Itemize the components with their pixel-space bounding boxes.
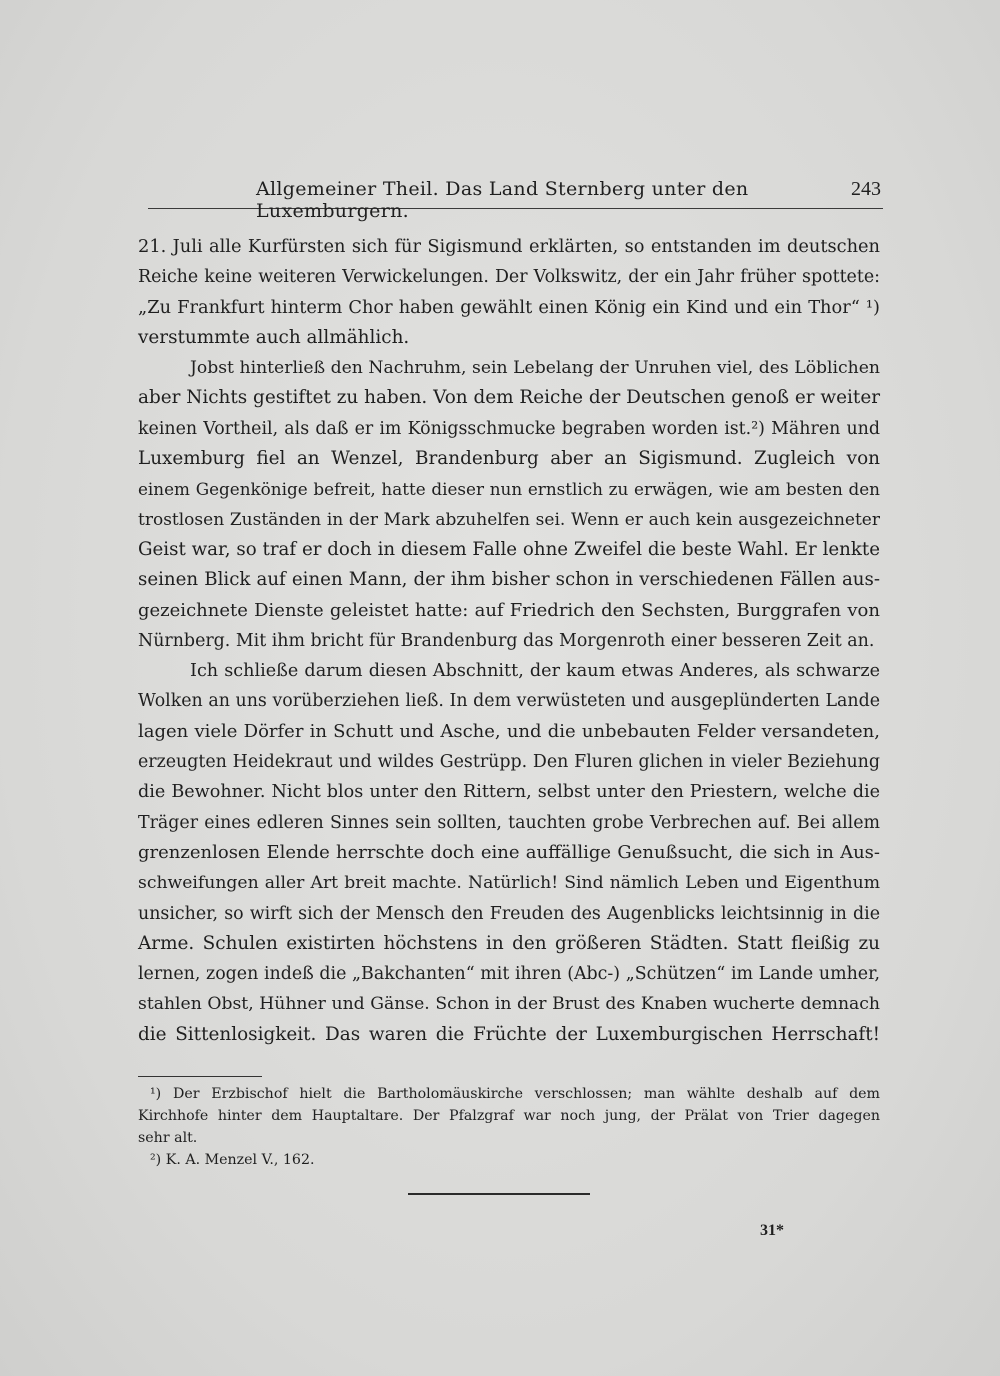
page-number: 243 <box>851 178 881 200</box>
text-line: unsicher, so wirft sich der Mensch den Freuden des Augenblicks leichtsinnig in die <box>138 903 880 924</box>
text-line: Luxemburg fiel an Wenzel, Brandenburg aber an Sigismund. Zugleich von <box>138 448 880 470</box>
text-line: schweifungen aller Art breit machte. Natürlich! Sind nämlich Leben und Eigenthum <box>138 873 880 894</box>
text-line: lernen, zogen indeß die „Bakchanten“ mit ihren (Abc-) „Schützen“ im Lande umher, <box>138 964 880 985</box>
footnote-line: Kirchhofe hinter dem Hauptaltare. Der Pfalzgraf war noch jung, der Prälat von Trier dagegen <box>138 1108 880 1124</box>
text-line: Träger eines edleren Sinnes sein sollten, tauchten grobe Verbrechen auf. Bei allem <box>138 812 880 833</box>
text-line: gezeichnete Dienste geleistet hatte: auf Friedrich den Sechsten, Burggrafen von <box>138 599 880 621</box>
text-line: stahlen Obst, Hühner und Gänse. Schon in der Brust des Knaben wucherte demnach <box>138 994 880 1015</box>
footnote-line: ²) K. A. Menzel V., 162. <box>150 1152 315 1168</box>
text-line: keinen Vortheil, als daß er im Königsschmucke begraben worden ist.²) Mähren und <box>138 418 880 439</box>
footnote-line: sehr alt. <box>138 1130 198 1146</box>
body-text <box>138 232 880 1050</box>
signature-mark: 31* <box>760 1222 784 1239</box>
text-line: 21. Juli alle Kurfürsten sich für Sigismund erklärten, so entstanden im deutschen <box>138 236 880 257</box>
text-line: Wolken an uns vorüberziehen ließ. In dem verwüsteten und ausgeplünderten Lande <box>138 691 880 712</box>
text-line: seinen Blick auf einen Mann, der ihm bisher schon in verschiedenen Fällen aus- <box>138 569 880 591</box>
text-line: Nürnberg. Mit ihm bricht für Brandenburg das Morgenroth einer besseren Zeit an. <box>138 630 875 651</box>
text-line: Reiche keine weiteren Verwickelungen. Der Volkswitz, der ein Jahr früher spottete: <box>138 267 880 288</box>
end-rule <box>408 1193 590 1195</box>
text-line: Ich schließe darum diesen Abschnitt, der kaum etwas Anderes, als schwarze <box>190 661 880 682</box>
footnotes <box>138 1083 880 1171</box>
text-line: trostlosen Zuständen in der Mark abzuhelfen sei. Wenn er auch kein ausgezeichneter <box>138 509 880 530</box>
text-line: Arme. Schulen existirten höchstens in den größeren Städten. Statt fleißig zu <box>138 932 880 954</box>
text-line: verstummte auch allmählich. <box>138 326 410 348</box>
text-line: Geist war, so traf er doch in diesem Falle ohne Zweifel die beste Wahl. Er lenkte <box>138 538 880 560</box>
text-line: „Zu Frankfurt hinterm Chor haben gewählt einen König ein Kind und ein Thor“ ¹) <box>138 296 880 318</box>
running-head <box>148 172 883 222</box>
text-line: die Sittenlosigkeit. Das waren die Früchte der Luxemburgischen Herrschaft! <box>138 1023 880 1045</box>
text-line: grenzenlosen Elende herrschte doch eine auffällige Genußsucht, die sich in Aus- <box>138 841 880 863</box>
footnote-line: ¹) Der Erzbischof hielt die Bartholomäuskirche verschlossen; man wählte deshalb auf dem <box>150 1086 880 1102</box>
text-line: erzeugten Heidekraut und wildes Gestrüpp. Den Fluren glichen in vieler Beziehung <box>138 752 880 773</box>
text-line: einem Gegenkönige befreit, hatte dieser nun ernstlich zu erwägen, wie am besten den <box>138 479 880 500</box>
text-line: Jobst hinterließ den Nachruhm, sein Lebelang der Unruhen viel, des Löblichen <box>190 358 880 379</box>
text-line: lagen viele Dörfer in Schutt und Asche, und die unbebauten Felder versandeten, <box>138 720 880 742</box>
footnote-separator <box>138 1076 262 1077</box>
text-line: die Bewohner. Nicht blos unter den Rittern, selbst unter den Priestern, welche die <box>138 782 880 803</box>
running-head-title: Allgemeiner Theil. Das Land Sternberg unter den Luxemburgern. <box>256 178 749 222</box>
text-line: aber Nichts gestiftet zu haben. Von dem Reiche der Deutschen genoß er weiter <box>138 387 881 409</box>
